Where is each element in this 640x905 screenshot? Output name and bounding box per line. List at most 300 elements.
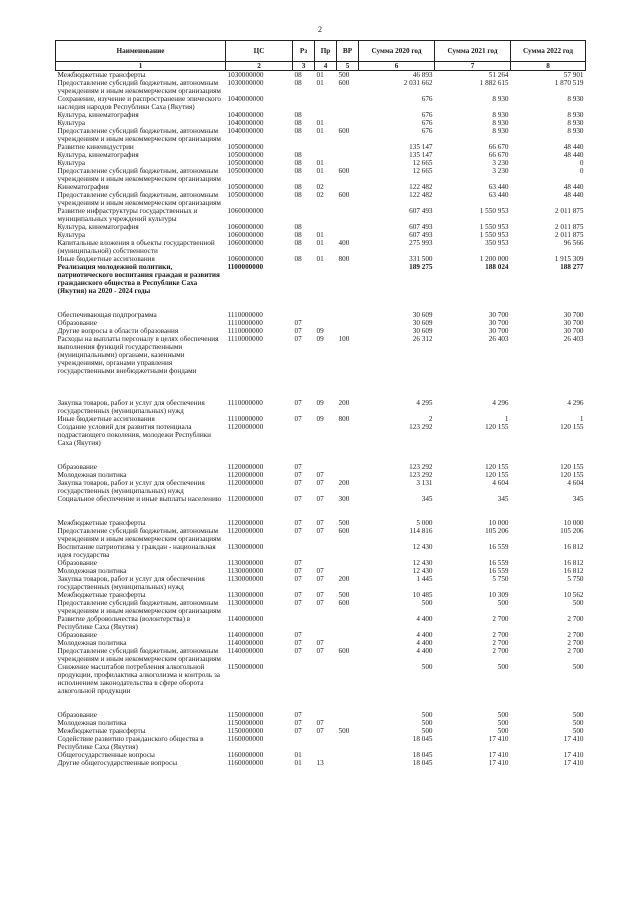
row-name: Снижение масштабов потребления алкогольной продукции, профилактика алкоголизма и контроль за исполнением законодательства в сфере оборота алкогольной продукции xyxy=(57,663,220,695)
table-row xyxy=(56,231,586,239)
row-cs-code: 1130000000 xyxy=(227,567,264,575)
row-sum-2021: 120 155 xyxy=(485,463,509,471)
row-rz-code xyxy=(293,543,315,559)
row-cs-code: 1130000000 xyxy=(227,543,264,551)
row-sum-2020: 676 xyxy=(421,95,433,103)
row-vr-code: 500 xyxy=(338,727,350,735)
row-cs-code: 1060000000 xyxy=(227,231,264,239)
row-pr-code: 01 xyxy=(316,231,324,239)
table-row xyxy=(56,519,586,527)
row-pr-code: 07 xyxy=(316,479,324,487)
row-sum-2021: 3 230 xyxy=(492,167,509,175)
row-sum-2020: 12 430 xyxy=(412,559,433,567)
table-row xyxy=(56,639,586,647)
row-sum-2021: 4 296 xyxy=(492,399,509,407)
row-cs-code: 1120000000 xyxy=(227,479,264,487)
row-sum-2021: 500 xyxy=(497,719,509,727)
row-rz-code: 07 xyxy=(294,399,302,407)
spacer-cell xyxy=(56,295,586,311)
row-sum-2020: 18 045 xyxy=(412,759,433,767)
table-row xyxy=(56,319,586,327)
row-cs-code: 1030000000 xyxy=(227,71,264,79)
spacer-row xyxy=(56,375,586,399)
row-pr-code: 01 xyxy=(316,119,324,127)
row-name: Межбюджетные трансферты xyxy=(57,71,146,79)
row-sum-2021: 30 700 xyxy=(488,311,509,319)
table-row xyxy=(56,575,586,591)
row-cs-code: 1160000000 xyxy=(227,751,264,759)
row-sum-2021: 16 559 xyxy=(488,559,509,567)
table-row xyxy=(56,559,586,567)
row-vr-code xyxy=(337,639,359,647)
row-cs-code: 1050000000 xyxy=(227,159,264,167)
row-rz-code xyxy=(293,143,315,151)
row-pr-code xyxy=(315,319,337,327)
row-vr-code xyxy=(337,311,359,319)
row-sum-2022: 105 206 xyxy=(560,527,584,535)
row-cs-code: 1120000000 xyxy=(227,423,264,431)
row-sum-2020: 123 292 xyxy=(409,423,433,431)
row-name: Культура xyxy=(57,119,86,127)
row-cs-code: 1150000000 xyxy=(227,719,264,727)
row-sum-2020: 4 295 xyxy=(416,399,433,407)
row-vr-code xyxy=(337,735,359,751)
row-sum-2021: 66 670 xyxy=(488,151,509,159)
row-vr-code: 600 xyxy=(338,127,350,135)
row-name: Культура xyxy=(57,159,86,167)
row-sum-2022: 500 xyxy=(572,719,584,727)
row-pr-code xyxy=(315,735,337,751)
row-sum-2022: 2 011 875 xyxy=(555,223,584,231)
row-vr-code: 100 xyxy=(338,335,350,343)
row-sum-2022: 16 812 xyxy=(563,543,584,551)
table-row xyxy=(56,711,586,719)
column-number: 2 xyxy=(226,62,293,71)
table-row xyxy=(56,207,586,223)
table-row xyxy=(56,159,586,167)
row-pr-code: 01 xyxy=(316,127,324,135)
row-vr-code xyxy=(337,719,359,727)
row-cs-code: 1140000000 xyxy=(227,647,264,655)
row-sum-2020: 135 147 xyxy=(409,151,433,159)
row-cs-code: 1060000000 xyxy=(227,223,264,231)
row-rz-code: 07 xyxy=(294,519,302,527)
row-cs-code: 1150000000 xyxy=(227,711,264,719)
row-sum-2021: 120 155 xyxy=(485,471,509,479)
row-name: Молодежная политика xyxy=(57,719,127,727)
row-vr-code: 600 xyxy=(338,647,350,655)
row-rz-code xyxy=(293,423,315,447)
row-sum-2021: 345 xyxy=(497,495,509,503)
row-sum-2020: 500 xyxy=(421,711,433,719)
row-pr-code xyxy=(315,711,337,719)
table-row xyxy=(56,599,586,615)
row-pr-code xyxy=(315,543,337,559)
row-pr-code: 07 xyxy=(316,495,324,503)
column-number: 7 xyxy=(435,62,511,71)
row-sum-2020: 18 045 xyxy=(412,735,433,743)
row-vr-code xyxy=(337,631,359,639)
spacer-row xyxy=(56,695,586,711)
row-cs-code: 1110000000 xyxy=(227,319,263,327)
row-sum-2021: 30 700 xyxy=(488,327,509,335)
row-sum-2020: 123 292 xyxy=(409,463,433,471)
row-sum-2020: 189 275 xyxy=(409,263,433,271)
row-sum-2021: 500 xyxy=(497,727,509,735)
row-vr-code: 800 xyxy=(338,415,350,423)
column-number-row xyxy=(56,62,586,71)
row-rz-code: 07 xyxy=(294,559,302,567)
row-pr-code xyxy=(315,559,337,567)
row-sum-2022: 500 xyxy=(572,663,584,671)
table-body xyxy=(56,71,586,768)
table-row xyxy=(56,399,586,415)
row-vr-code xyxy=(337,463,359,471)
row-name: Предоставление субсидий бюджетным, автономным учреждениям и иным некоммерческим организациям xyxy=(57,647,221,663)
row-rz-code: 07 xyxy=(294,319,302,327)
row-rz-code: 08 xyxy=(294,183,302,191)
row-sum-2021: 30 700 xyxy=(488,319,509,327)
table-row xyxy=(56,719,586,727)
row-name: Предоставление субсидий бюджетным, автономным учреждениям и иным некоммерческим организациям xyxy=(57,79,221,95)
row-pr-code: 07 xyxy=(316,599,324,607)
row-pr-code xyxy=(315,151,337,159)
spacer-cell xyxy=(56,375,586,399)
row-sum-2020: 2 031 662 xyxy=(403,79,433,87)
row-sum-2020: 500 xyxy=(421,663,433,671)
row-vr-code xyxy=(337,183,359,191)
row-pr-code xyxy=(315,663,337,695)
row-sum-2021: 3 230 xyxy=(492,159,509,167)
row-cs-code: 1110000000 xyxy=(227,415,263,423)
row-sum-2022: 120 155 xyxy=(560,471,584,479)
row-pr-code: 13 xyxy=(316,759,324,767)
row-name: Развитие инфраструктуры государственных и муниципальных учреждений культуры xyxy=(57,207,198,223)
row-rz-code: 08 xyxy=(294,231,302,239)
row-sum-2021: 500 xyxy=(497,711,509,719)
row-pr-code xyxy=(315,95,337,111)
row-name: Предоставление субсидий бюджетным, автономным учреждениям и иным некоммерческим организациям xyxy=(57,599,221,615)
row-cs-code: 1150000000 xyxy=(227,663,264,671)
row-name: Реализация молодежной политики, патриотического воспитания граждан и развития гражданского общества в Республике Саха (Якутия) на 2020 - 2024 годы xyxy=(57,263,220,295)
row-vr-code xyxy=(337,95,359,111)
row-rz-code xyxy=(293,735,315,751)
row-sum-2022: 2 011 875 xyxy=(555,207,584,215)
table-row xyxy=(56,647,586,663)
header-sum-2022: Сумма 2022 год xyxy=(511,41,586,62)
row-rz-code xyxy=(293,263,315,295)
row-pr-code: 09 xyxy=(316,399,324,407)
row-name: Общегосударственные вопросы xyxy=(57,751,155,759)
row-cs-code: 1140000000 xyxy=(227,631,264,639)
row-rz-code: 08 xyxy=(294,167,302,175)
row-vr-code: 500 xyxy=(338,519,350,527)
row-name: Содействие развитию гражданского общества в Республике Саха (Якутия) xyxy=(57,735,204,751)
row-rz-code: 01 xyxy=(294,751,302,759)
row-pr-code: 07 xyxy=(316,719,324,727)
row-sum-2021: 500 xyxy=(497,663,509,671)
column-number: 3 xyxy=(293,62,315,71)
row-pr-code: 02 xyxy=(316,183,324,191)
row-cs-code: 1150000000 xyxy=(227,727,264,735)
row-name: Закупка товаров, работ и услуг для обеспечения государственных (муниципальных) нужд xyxy=(57,479,205,495)
table-row xyxy=(56,423,586,447)
row-cs-code: 1130000000 xyxy=(227,575,264,583)
header-cs: ЦС xyxy=(226,41,293,62)
row-sum-2021: 4 604 xyxy=(492,479,509,487)
row-rz-code: 08 xyxy=(294,79,302,87)
row-rz-code: 07 xyxy=(294,599,302,607)
row-sum-2020: 1 445 xyxy=(416,575,433,583)
row-sum-2022: 120 155 xyxy=(560,423,584,431)
row-pr-code: 01 xyxy=(316,239,324,247)
row-rz-code: 07 xyxy=(294,415,302,423)
row-rz-code: 08 xyxy=(294,255,302,263)
table-row xyxy=(56,191,586,207)
table-row xyxy=(56,263,586,295)
row-sum-2022: 188 277 xyxy=(560,263,584,271)
row-name: Кинематография xyxy=(57,183,109,191)
row-rz-code xyxy=(293,207,315,223)
row-sum-2022: 4 604 xyxy=(567,479,584,487)
spacer-row xyxy=(56,503,586,519)
row-name: Культура, кинематография xyxy=(57,151,139,159)
row-sum-2021: 120 155 xyxy=(485,423,509,431)
row-name: Межбюджетные трансферты xyxy=(57,591,146,599)
row-pr-code: 07 xyxy=(316,527,324,535)
row-vr-code: 600 xyxy=(338,79,350,87)
row-sum-2022: 8 930 xyxy=(567,119,584,127)
row-vr-code xyxy=(337,751,359,759)
row-sum-2021: 1 550 953 xyxy=(479,231,509,239)
table-row xyxy=(56,495,586,503)
row-name: Иные бюджетные ассигнования xyxy=(57,415,155,423)
row-sum-2022: 2 700 xyxy=(567,615,584,623)
row-sum-2020: 607 493 xyxy=(409,207,433,215)
row-pr-code: 07 xyxy=(316,591,324,599)
row-sum-2021: 16 559 xyxy=(488,543,509,551)
row-sum-2021: 1 200 000 xyxy=(479,255,509,263)
row-rz-code xyxy=(293,95,315,111)
row-cs-code: 1140000000 xyxy=(227,615,264,623)
row-sum-2021: 66 670 xyxy=(488,143,509,151)
row-cs-code: 1120000000 xyxy=(227,527,264,535)
row-sum-2021: 26 403 xyxy=(488,335,509,343)
row-sum-2021: 2 700 xyxy=(492,647,509,655)
row-sum-2020: 30 609 xyxy=(412,319,433,327)
row-sum-2020: 12 430 xyxy=(412,543,433,551)
row-cs-code: 1160000000 xyxy=(227,735,264,743)
row-name: Образование xyxy=(57,463,97,471)
row-sum-2021: 500 xyxy=(497,599,509,607)
row-cs-code: 1110000000 xyxy=(227,335,263,343)
row-cs-code: 1050000000 xyxy=(227,191,264,199)
row-sum-2020: 4 400 xyxy=(416,639,433,647)
row-sum-2022: 345 xyxy=(572,495,584,503)
row-sum-2021: 1 550 953 xyxy=(479,207,509,215)
row-vr-code xyxy=(337,111,359,119)
row-pr-code xyxy=(315,143,337,151)
row-vr-code xyxy=(337,615,359,631)
row-vr-code xyxy=(337,319,359,327)
table-row xyxy=(56,183,586,191)
row-pr-code xyxy=(315,111,337,119)
row-sum-2022: 30 700 xyxy=(563,311,584,319)
table-row xyxy=(56,71,586,80)
row-vr-code xyxy=(337,159,359,167)
table-row xyxy=(56,759,586,767)
row-pr-code: 09 xyxy=(316,327,324,335)
row-rz-code: 08 xyxy=(294,239,302,247)
row-name: Развитие добровольчества (волонтерства) в Республике Саха (Якутия) xyxy=(57,615,191,631)
row-sum-2022: 2 700 xyxy=(567,639,584,647)
row-name: Предоставление субсидий бюджетным, автономным учреждениям и иным некоммерческим организациям xyxy=(57,527,221,543)
row-sum-2022: 96 566 xyxy=(563,239,584,247)
row-sum-2022: 48 440 xyxy=(563,191,584,199)
row-rz-code xyxy=(293,615,315,631)
row-sum-2020: 345 xyxy=(421,495,433,503)
table-row xyxy=(56,631,586,639)
row-cs-code: 1030000000 xyxy=(227,79,264,87)
row-sum-2020: 18 045 xyxy=(412,751,433,759)
table-row xyxy=(56,255,586,263)
row-sum-2021: 8 930 xyxy=(492,127,509,135)
row-sum-2022: 48 440 xyxy=(563,151,584,159)
row-rz-code: 07 xyxy=(294,471,302,479)
header-vr: ВР xyxy=(337,41,359,62)
row-name: Межбюджетные трансферты xyxy=(57,519,146,527)
row-vr-code: 600 xyxy=(338,167,350,175)
row-sum-2022: 1 xyxy=(579,415,584,423)
row-sum-2022: 2 700 xyxy=(567,647,584,655)
row-cs-code: 1050000000 xyxy=(227,143,264,151)
row-vr-code xyxy=(337,663,359,695)
row-pr-code: 07 xyxy=(316,727,324,735)
table-row xyxy=(56,167,586,183)
table-row xyxy=(56,471,586,479)
spacer-row xyxy=(56,295,586,311)
row-name: Культура, кинематография xyxy=(57,223,139,231)
row-sum-2021: 16 559 xyxy=(488,567,509,575)
row-vr-code xyxy=(337,543,359,559)
row-name: Иные бюджетные ассигнования xyxy=(57,255,155,263)
row-sum-2022: 8 930 xyxy=(567,127,584,135)
row-sum-2022: 17 410 xyxy=(563,751,584,759)
row-pr-code: 07 xyxy=(316,647,324,655)
row-sum-2022: 0 xyxy=(579,159,584,167)
row-rz-code: 07 xyxy=(294,567,302,575)
row-sum-2020: 30 609 xyxy=(412,311,433,319)
table-row xyxy=(56,119,586,127)
row-cs-code: 1120000000 xyxy=(227,471,264,479)
row-vr-code: 200 xyxy=(338,479,350,487)
row-sum-2020: 5 000 xyxy=(416,519,433,527)
row-name: Молодежная политика xyxy=(57,471,127,479)
row-name: Образование xyxy=(57,319,97,327)
row-rz-code: 07 xyxy=(294,631,302,639)
row-vr-code xyxy=(337,119,359,127)
row-sum-2020: 500 xyxy=(421,599,433,607)
row-sum-2020: 122 482 xyxy=(409,191,433,199)
row-sum-2022: 57 901 xyxy=(563,71,584,79)
spacer-cell xyxy=(56,503,586,519)
row-name: Обеспечивающая подпрограмма xyxy=(57,311,157,319)
row-rz-code: 08 xyxy=(294,223,302,231)
header-name: Наименование xyxy=(56,41,226,62)
row-rz-code: 08 xyxy=(294,111,302,119)
row-cs-code: 1130000000 xyxy=(227,599,264,607)
spacer-row xyxy=(56,447,586,463)
row-name: Другие вопросы в области образования xyxy=(57,327,179,335)
column-number: 1 xyxy=(56,62,226,71)
row-name: Сохранение, изучение и распространение эпического наследия народов Республики Саха (Якутия) xyxy=(57,95,221,111)
row-sum-2021: 63 440 xyxy=(488,183,509,191)
row-cs-code: 1060000000 xyxy=(227,207,264,215)
row-sum-2021: 8 930 xyxy=(492,111,509,119)
row-sum-2020: 114 816 xyxy=(409,527,433,535)
row-sum-2021: 1 550 953 xyxy=(479,223,509,231)
row-cs-code: 1040000000 xyxy=(227,111,264,119)
row-sum-2020: 676 xyxy=(421,111,433,119)
row-name: Образование xyxy=(57,631,97,639)
row-pr-code: 07 xyxy=(316,519,324,527)
row-sum-2022: 1 915 309 xyxy=(554,255,584,263)
row-vr-code xyxy=(337,327,359,335)
row-sum-2021: 105 206 xyxy=(485,527,509,535)
row-sum-2022: 16 812 xyxy=(563,567,584,575)
row-sum-2022: 17 410 xyxy=(563,759,584,767)
row-pr-code: 01 xyxy=(316,79,324,87)
row-pr-code xyxy=(315,311,337,319)
row-vr-code: 200 xyxy=(338,575,350,583)
row-sum-2021: 10 000 xyxy=(488,519,509,527)
row-sum-2020: 500 xyxy=(421,719,433,727)
row-name: Закупка товаров, работ и услуг для обеспечения государственных (муниципальных) нужд xyxy=(57,399,205,415)
table-row xyxy=(56,239,586,255)
table-row xyxy=(56,79,586,95)
row-pr-code xyxy=(315,631,337,639)
row-cs-code: 1120000000 xyxy=(227,519,264,527)
row-cs-code: 1040000000 xyxy=(227,127,264,135)
row-vr-code: 800 xyxy=(338,255,350,263)
row-sum-2022: 8 930 xyxy=(567,95,584,103)
row-name: Межбюджетные трансферты xyxy=(57,727,146,735)
table-row xyxy=(56,143,586,151)
row-vr-code xyxy=(337,207,359,223)
row-sum-2021: 1 xyxy=(504,415,509,423)
row-pr-code xyxy=(315,223,337,231)
row-rz-code: 07 xyxy=(294,719,302,727)
row-sum-2022: 30 700 xyxy=(563,327,584,335)
table-row xyxy=(56,335,586,375)
row-sum-2020: 12 430 xyxy=(412,567,433,575)
page-number: 2 xyxy=(318,25,322,34)
row-sum-2022: 120 155 xyxy=(560,463,584,471)
header-sum-2020: Сумма 2020 год xyxy=(359,41,435,62)
row-sum-2020: 122 482 xyxy=(409,183,433,191)
row-vr-code xyxy=(337,559,359,567)
row-vr-code xyxy=(337,711,359,719)
table-row xyxy=(56,615,586,631)
row-sum-2022: 8 930 xyxy=(567,111,584,119)
row-sum-2021: 8 930 xyxy=(492,119,509,127)
row-sum-2021: 17 410 xyxy=(488,759,509,767)
table-row xyxy=(56,327,586,335)
row-sum-2022: 30 700 xyxy=(563,319,584,327)
row-sum-2020: 3 131 xyxy=(416,479,433,487)
row-rz-code: 07 xyxy=(294,639,302,647)
row-name: Образование xyxy=(57,559,97,567)
